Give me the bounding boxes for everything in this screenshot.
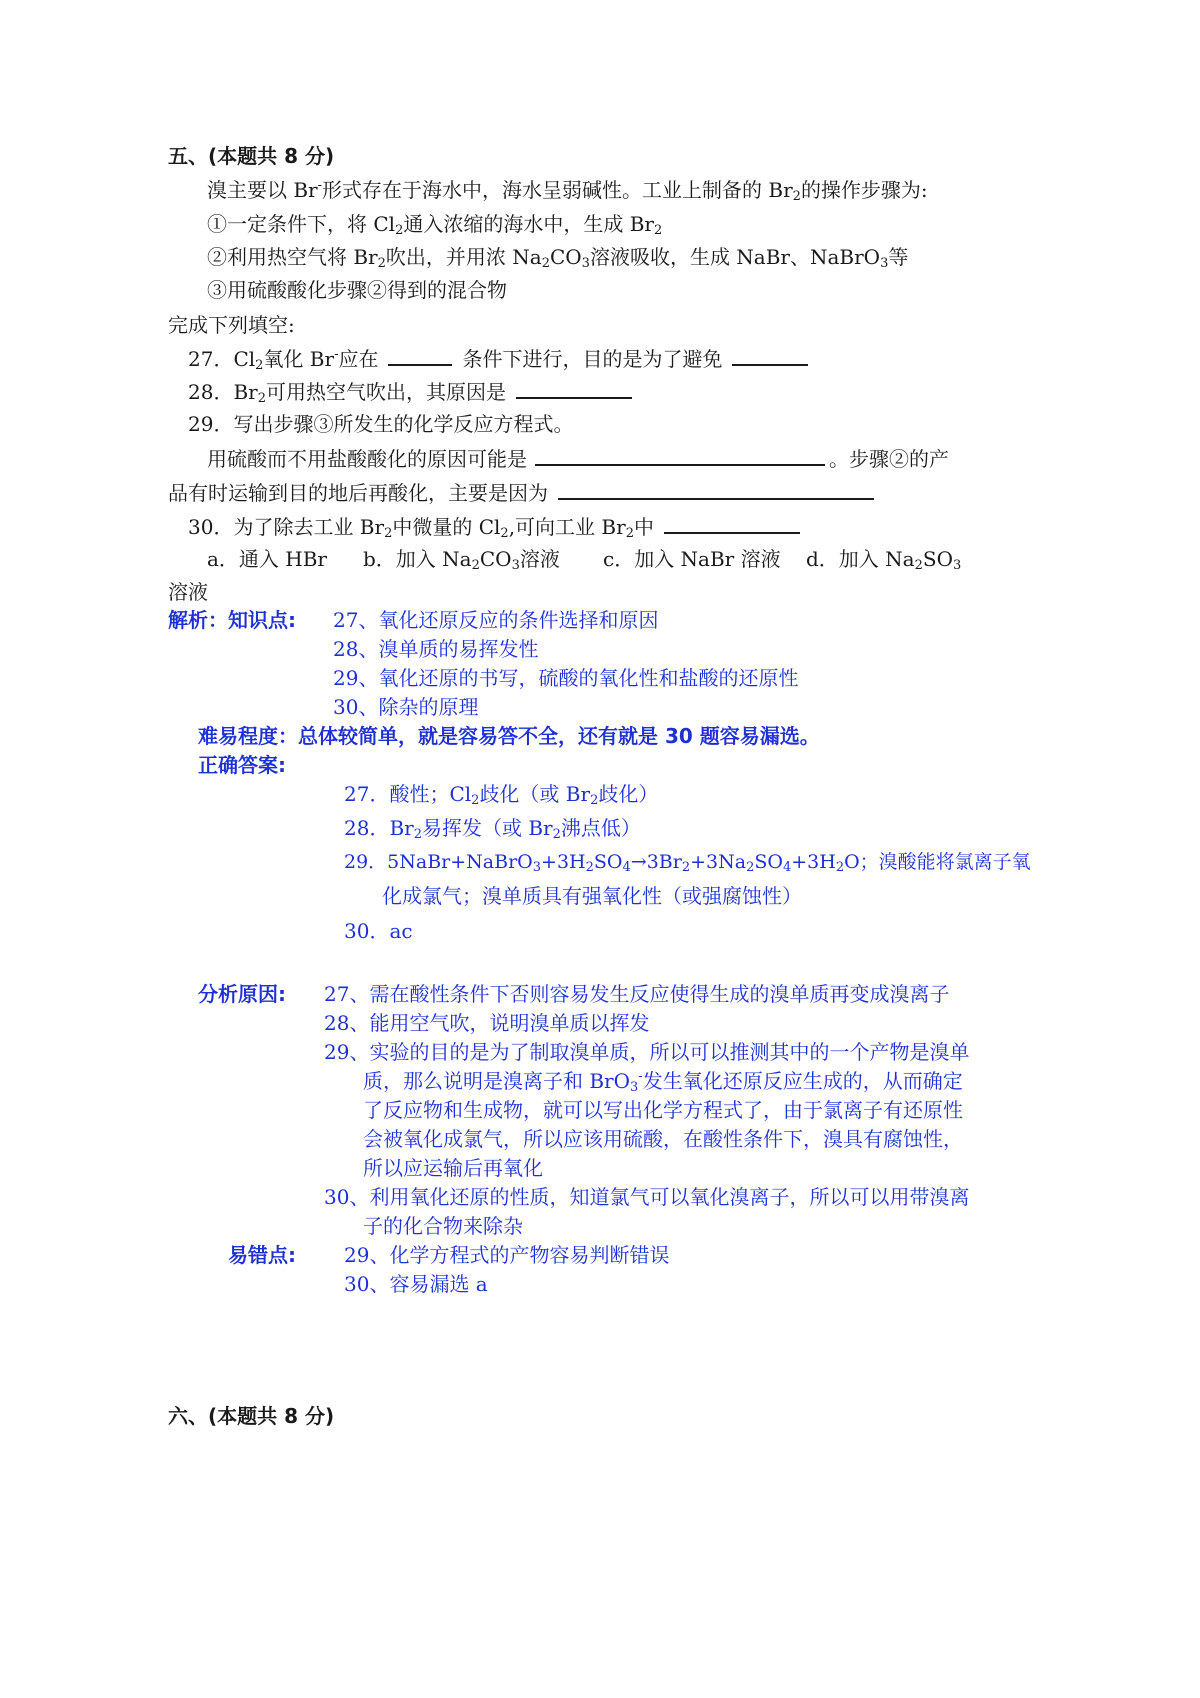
step1-text-a: ①一定条件下，将 Cl [207, 212, 396, 236]
subscript: 2 [653, 223, 663, 238]
reason-29-line2 [363, 1067, 963, 1095]
option-b-text-1: b．加入 Na [363, 547, 472, 571]
a28-text-b: 易挥发（或 Br [422, 816, 553, 840]
r29-text-a: 质，那么说明是溴离子和 BrO [363, 1069, 631, 1093]
a27-text-b: 歧化（或 Br [479, 782, 591, 806]
intro-text-1: 溴主要以 Br [207, 178, 318, 202]
subscript: 2 [413, 827, 422, 842]
q27-text-b: 氧化 Br [263, 347, 335, 371]
reason-29-line5: 所以应运输后再氧化 [363, 1156, 543, 1180]
knowledge-29: 29、氧化还原的书写，硫酸的氧化性和盐酸的还原性 [333, 666, 799, 690]
subscript: 4 [782, 860, 792, 875]
subscript: 2 [471, 558, 480, 573]
step-2 [207, 243, 908, 271]
subscript: 2 [585, 860, 594, 875]
q28-text-a: 28．Br [188, 380, 258, 404]
subscript: 2 [590, 793, 599, 808]
q29b-text-b: 。步骤②的产 [829, 447, 949, 471]
step2-text-b: 吹出，并用浓 Na [385, 245, 542, 269]
question-28 [188, 377, 636, 406]
subscript: 3 [952, 558, 962, 573]
option-d-text-2: SO [922, 547, 953, 571]
option-d [806, 545, 961, 573]
subscript: 4 [622, 860, 631, 875]
subscript: 2 [500, 526, 509, 541]
a28-text-a: 28．Br [344, 816, 414, 840]
subscript: 2 [746, 860, 755, 875]
knowledge-27: 27、氧化还原反应的条件选择和原因 [333, 608, 659, 632]
a29-text-6: SO [754, 851, 783, 873]
subscript: 2 [835, 860, 845, 875]
q27-text-c: 应在 [338, 347, 379, 371]
answer-28 [344, 814, 641, 842]
step-1 [207, 210, 662, 238]
step1-text-b: 通入浓缩的海水中，生成 Br [403, 212, 654, 236]
question-29-reason [207, 444, 949, 473]
subscript: 2 [471, 793, 480, 808]
section6-title: 六、(本题共 8 分) [168, 1404, 335, 1428]
error-label: 易错点: [228, 1243, 296, 1267]
knowledge-28: 28、溴单质的易挥发性 [333, 637, 539, 661]
subscript: 3 [581, 256, 590, 271]
answer-29 [344, 848, 1031, 876]
step2-text-e: 等 [888, 245, 909, 269]
answer-blank[interactable] [516, 377, 632, 399]
error-30: 30、容易漏选 a [344, 1272, 488, 1296]
q28-text-b: 可用热空气吹出，其原因是 [266, 380, 506, 404]
subscript: 2 [552, 827, 561, 842]
intro-line [207, 176, 928, 204]
reason-30-line1: 30、利用氧化还原的性质，知道氯气可以氧化溴离子，所以可以用带溴离 [324, 1185, 970, 1209]
answer-blank[interactable] [732, 344, 808, 366]
a27-text-c: 歧化） [598, 782, 659, 806]
option-b [363, 545, 560, 573]
option-a: a．通入 HBr [207, 547, 327, 571]
step2-text-c: CO [549, 245, 582, 269]
q30-text-a: 30．为了除去工业 Br [188, 515, 385, 539]
option-b-text-3: 溶液 [519, 547, 560, 571]
reason-29-line4: 会被氧化成氯气，所以应该用硫酸，在酸性条件下，溴具有腐蚀性， [363, 1127, 963, 1151]
intro-text-2: 形式存在于海水中，海水呈弱碱性。工业上制备的 Br [322, 178, 793, 202]
knowledge-30: 30、除杂的原理 [333, 695, 479, 719]
answer-label: 正确答案: [198, 753, 286, 777]
superscript: - [317, 178, 323, 193]
q29c-text: 品有时运输到目的地后再酸化，主要是因为 [168, 481, 548, 505]
question-29-transport [168, 478, 878, 507]
step2-text-a: ②利用热空气将 Br [207, 245, 378, 269]
q29b-text-a: 用硫酸而不用盐酸酸化的原因可能是 [207, 447, 527, 471]
subscript: 3 [511, 558, 520, 573]
a29-text-2: +3H [541, 851, 586, 873]
subscript: 3 [880, 256, 889, 271]
option-d-text-1: d．加入 Na [806, 547, 915, 571]
a29-text-8: O；溴酸能将氯离子氧 [844, 851, 1031, 873]
subscript: 3 [532, 860, 542, 875]
q30-text-c: ,可向工业 Br [508, 515, 626, 539]
subscript: 2 [914, 558, 923, 573]
reason-label: 分析原因: [198, 982, 286, 1006]
question-29: 29．写出步骤③所发生的化学反应方程式。 [188, 412, 574, 436]
option-b-text-2: CO [479, 547, 512, 571]
analysis-label: 解析：知识点: [168, 608, 296, 632]
subscript: 2 [377, 256, 386, 271]
a29-text-4: →3Br [630, 851, 682, 873]
section5-title: 五、(本题共 8 分) [168, 144, 335, 168]
difficulty: 难易程度：总体较简单，就是容易答不全，还有就是 30 题容易漏选。 [198, 724, 820, 748]
question-27 [188, 344, 812, 373]
answer-blank[interactable] [664, 512, 800, 534]
reason-28: 28、能用空气吹，说明溴单质以挥发 [324, 1011, 650, 1035]
subscript: 2 [395, 223, 404, 238]
intro-text-3: 的操作步骤为: [800, 178, 928, 202]
subscript: 2 [255, 358, 264, 373]
subscript: 3 [630, 1080, 639, 1095]
a29-text-1: 29．5NaBr+NaBrO [344, 851, 533, 873]
q30-text-d: 中 [633, 515, 654, 539]
step2-text-d: 溶液吸收，生成 NaBr、NaBrO [589, 245, 881, 269]
a29-text-7: +3H [791, 851, 836, 873]
q30-text-b: 中微量的 Cl [392, 515, 501, 539]
answer-29-cont: 化成氯气；溴单质具有强氧化性（或强腐蚀性） [382, 884, 802, 908]
reason-27: 27、需在酸性条件下否则容易发生反应使得生成的溴单质再变成溴离子 [324, 982, 950, 1006]
answer-blank[interactable] [558, 478, 874, 500]
question-30 [188, 512, 804, 541]
a29-text-5: +3Na [690, 851, 747, 873]
error-29: 29、化学方程式的产物容易判断错误 [344, 1243, 670, 1267]
fill-prompt: 完成下列填空: [168, 313, 295, 337]
answer-blank[interactable] [388, 344, 452, 366]
superscript: - [638, 1069, 643, 1084]
answer-blank[interactable] [535, 444, 825, 466]
subscript: 2 [792, 189, 801, 204]
reason-30-line2: 子的化合物来除杂 [363, 1214, 523, 1238]
answer-27 [344, 780, 658, 808]
r29-text-b: 发生氧化还原反应生成的，从而确定 [642, 1069, 963, 1093]
subscript: 2 [541, 256, 550, 271]
reason-29-line1: 29、实验的目的是为了制取溴单质，所以可以推测其中的一个产物是溴单 [324, 1040, 970, 1064]
option-d-wrap: 溶液 [168, 580, 208, 604]
a27-text-a: 27．酸性；Cl [344, 782, 472, 806]
subscript: 2 [625, 526, 634, 541]
q27-text-d: 条件下进行，目的是为了避免 [462, 347, 723, 371]
q27-text-a: 27．Cl [188, 347, 256, 371]
a28-text-c: 沸点低） [560, 816, 641, 840]
step-3: ③用硫酸酸化步骤②得到的混合物 [207, 278, 507, 302]
superscript: - [334, 347, 339, 362]
reason-29-line3: 了反应物和生成物，就可以写出化学方程式了，由于氯离子有还原性 [363, 1098, 963, 1122]
option-c: c．加入 NaBr 溶液 [603, 547, 781, 571]
subscript: 2 [257, 391, 266, 406]
answer-30: 30．ac [344, 919, 413, 943]
subscript: 2 [681, 860, 691, 875]
subscript: 2 [384, 526, 393, 541]
a29-text-3: SO [593, 851, 623, 873]
